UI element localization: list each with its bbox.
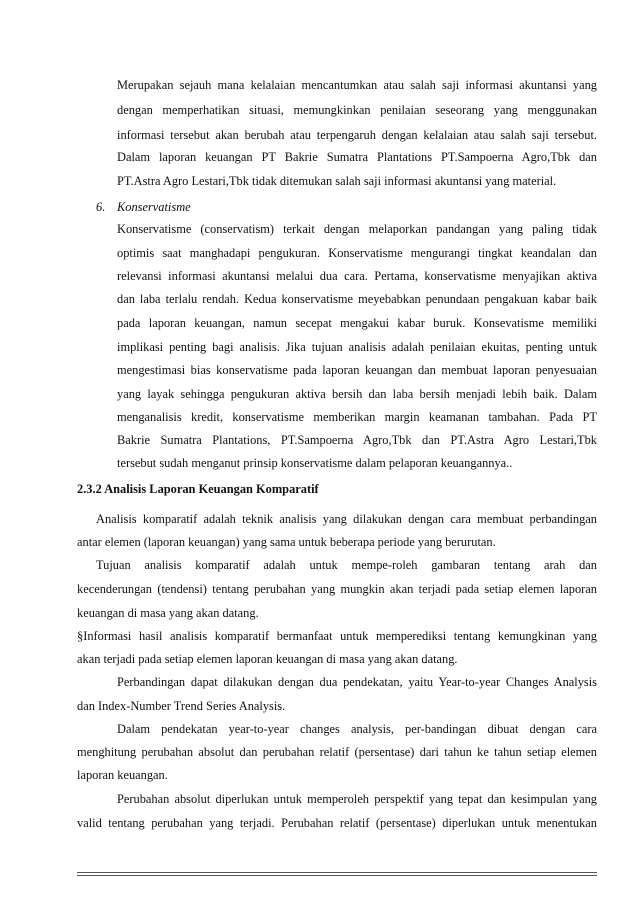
section-heading: 2.3.2 Analisis Laporan Keuangan Komparatif — [77, 482, 319, 496]
body-line: Konservatisme (conservatism) terkait dengan melaporkan pandangan yang paling tidak — [117, 222, 597, 236]
intro-line: PT.Astra Agro Lestari,Tbk tidak ditemukan salah saji informasi akuntansi yang material. — [117, 174, 557, 188]
body-line: relevansi informasi akuntansi melalui dua cara. Pertama, konservatisme menyajikan aktiva — [117, 269, 597, 283]
body-line: Dalam pendekatan year-to-year changes analysis, per-bandingan dibuat dengan cara — [117, 722, 597, 736]
body-line: optimis saat manghadapi pengukuran. Konservatisme mengurangi tingkat keandalan dan — [117, 246, 597, 260]
footer-rule — [77, 872, 597, 873]
list-item-number: 6. — [96, 200, 106, 214]
intro-line: Dalam laporan keuangan PT Bakrie Sumatra Plantations PT.Sampoerna Agro,Tbk dan — [117, 150, 597, 164]
body-line: mengestimasi bias konservatisme pada laporan keuangan dan membuat laporan penyesuaian — [117, 363, 597, 377]
body-line: menganalisis kredit, konservatisme memberikan margin keamanan tambahan. Pada PT — [117, 410, 597, 424]
body-line: dan laba terlalu rendah. Kedua konservatisme meyebabkan penundaan pengakuan kabar baik — [117, 292, 597, 306]
body-line: yang layak sehingga pengukuran aktiva bersih dan laba bersih menjadi lebih baik. Dalam — [117, 387, 597, 401]
body-line: kecenderungan (tendensi) tentang perubahan yang mungkin akan terjadi pada setiap elemen laporan — [77, 582, 597, 596]
body-line: implikasi penting bagi analisis. Jika tujuan analisis adalah penilaian ekuitas, penting untuk — [117, 340, 597, 354]
body-line: pada laporan keuangan, namun secepat mengakui kabar buruk. Konsevatisme memiliki — [117, 316, 597, 330]
list-item-title: Konservatisme — [117, 200, 191, 214]
body-line: akan terjadi pada setiap elemen laporan keuangan di masa yang akan datang. — [77, 652, 458, 666]
body-line: menghitung perubahan absolut dan perubahan relatif (persentase) dari tahun ke tahun setiap elemen — [77, 745, 597, 759]
intro-line: Merupakan sejauh mana kelalaian mencantumkan atau salah saji informasi akuntansi yang — [117, 78, 597, 92]
body-line: Tujuan analisis komparatif adalah untuk mempe-roleh gambaran tentang arah dan — [96, 558, 597, 572]
body-line: keuangan di masa yang akan datang. — [77, 606, 259, 620]
footer-rule — [77, 875, 597, 876]
body-line: Perubahan absolut diperlukan untuk memperoleh perspektif yang tepat dan kesimpulan yang — [117, 792, 597, 806]
body-line: §Informasi hasil analisis komparatif bermanfaat untuk memperediksi tentang kemungkinan yang — [77, 629, 597, 643]
body-line: dan Index-Number Trend Series Analysis. — [77, 699, 286, 713]
body-line: Bakrie Sumatra Plantations, PT.Sampoerna Agro,Tbk dan PT.Astra Agro Lestari,Tbk — [117, 433, 597, 447]
body-line: tersebut sudah menganut prinsip konservatisme dalam pelaporan keuangannya.. — [117, 456, 513, 470]
body-line: Perbandingan dapat dilakukan dengan dua pendekatan, yaitu Year-to-year Changes Analysis — [117, 675, 597, 689]
body-line: laporan keuangan. — [77, 768, 168, 782]
intro-line: dengan memperhatikan situasi, memungkinkan penilaian seseorang yang menggunakan — [117, 103, 597, 117]
body-line: Analisis komparatif adalah teknik analisis yang dilakukan dengan cara membuat perbandingan — [96, 512, 597, 526]
body-line: valid tentang perubahan yang terjadi. Perubahan relatif (persentase) diperlukan untuk menentukan — [77, 816, 597, 830]
intro-line: informasi tersebut akan berubah atau terpengaruh dengan kelalaian atau salah saji tersebut. — [117, 128, 597, 142]
body-line: antar elemen (laporan keuangan) yang sama untuk beberapa periode yang berurutan. — [77, 535, 496, 549]
